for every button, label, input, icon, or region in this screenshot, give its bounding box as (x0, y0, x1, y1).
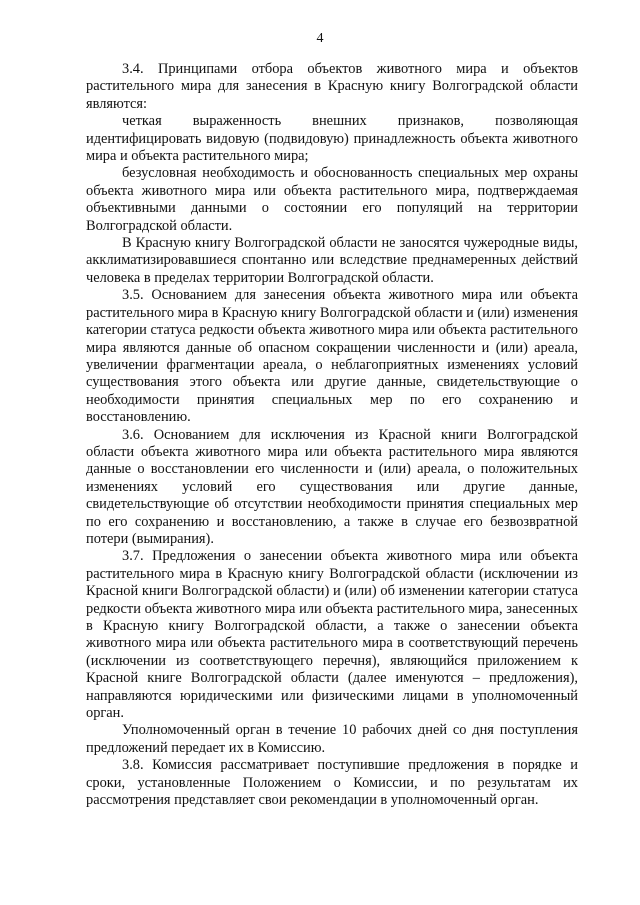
paragraph-3-6: 3.6. Основанием для исключения из Красной книги Волгоградской области объекта животного мира или объекта растительного мира являются данные о восстановлении его численности и (или) ареала, о положительных изменениях условий его существования или другие данные, свидетельствующие об отсутствии необходимости принятия специальных мер по его сохранению и восстановлению, а также в случае его безвозвратной потери (вымирания). (86, 426, 578, 547)
document-body (86, 61, 578, 809)
paragraph-authority-deadline: Уполномоченный орган в течение 10 рабочих дней со дня поступления предложений передает их в Комиссию. (86, 722, 578, 756)
paragraph-3-8: 3.8. Комиссия рассматривает поступившие предложения в порядке и сроки, установленные Положением о Комиссии, и по результатам их рассмотрения представляет свои рекомендации в уполномоченный орган. (86, 757, 578, 809)
paragraph-alien-species: В Красную книгу Волгоградской области не заносятся чужеродные виды, акклиматизировавшиеся спонтанно или вследствие преднамеренных действий человека в пределах территории Волгоградской области. (86, 235, 578, 286)
paragraph-3-4: 3.4. Принципами отбора объектов животного мира и объектов растительного мира для занесения в Красную книгу Волгоградской области являются: (86, 61, 578, 112)
paragraph-principle-2: безусловная необходимость и обоснованность специальных мер охраны объекта животного мира или объекта растительного мира, подтверждаемая объективными данными о состоянии его популяций на территории Волгоградской области. (86, 165, 578, 234)
paragraph-3-7: 3.7. Предложения о занесении объекта животного мира или объекта растительного мира в Красную книгу Волгоградской области (исключении из Красной книги Волгоградской области) и (или) об изменении категории статуса редкости объекта животного мира или объекта растительного мира, занесенных в Красную книгу Волгоградской области, а также о занесении объекта животного мира или объекта растительного мира в соответствующий перечень (исключении из соответствующего перечня), являющийся приложением к Красной книге Волгоградской области (далее именуются – предложения), направляются юридическими или физическими лицами в уполномоченный орган. (86, 548, 578, 722)
paragraph-3-5: 3.5. Основанием для занесения объекта животного мира или объекта растительного мира в Красную книгу Волгоградской области и (или) изменения категории статуса редкости объекта животного мира или объекта растительного мира являются данные об опасном сокращении численности и (или) ареала, увеличении фрагментации ареала, о неблагоприятных изменениях условий существования этого объекта или другие данные, свидетельствующие о необходимости принятия специальных мер по его сохранению и восстановлению. (86, 287, 578, 426)
page-number: 4 (316, 31, 324, 46)
paragraph-principle-1: четкая выраженность внешних признаков, позволяющая идентифицировать видовую (подвидовую) принадлежность объекта животного мира и объекта растительного мира; (86, 113, 578, 165)
